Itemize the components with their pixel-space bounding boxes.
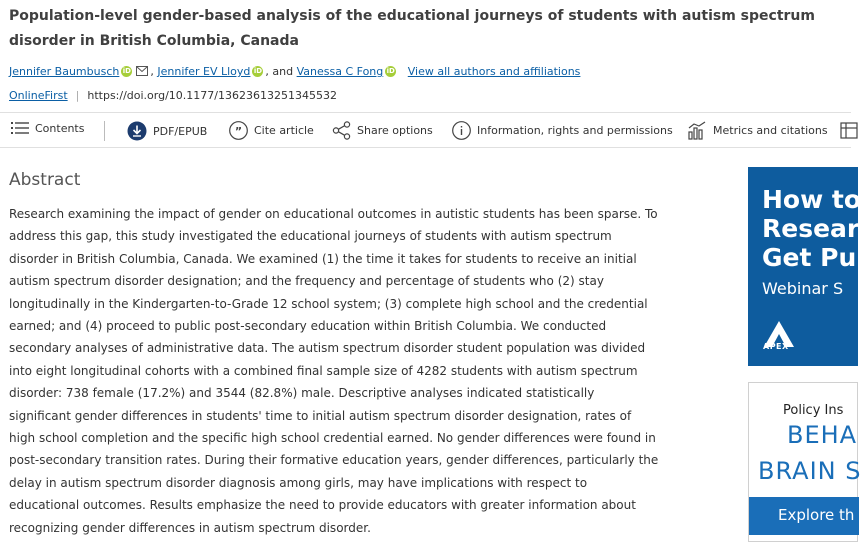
author-link-baumbusch[interactable]: Jennifer Baumbusch [9,65,120,78]
metrics-label: Metrics and citations [713,124,828,137]
bar-chart-icon [688,121,707,140]
metrics-button[interactable] [688,121,828,140]
policy-ad-line1: Policy Ins [783,403,844,418]
email-icon[interactable] [136,66,148,76]
svg-text:”: ” [234,125,243,138]
abstract-heading: Abstract [9,170,81,190]
information-button[interactable] [452,121,673,140]
table-icon [840,121,854,140]
online-first-link[interactable]: OnlineFirst [9,89,68,102]
orcid-icon[interactable]: iD [253,67,263,75]
author-and-separator: , and [265,65,297,78]
article-toolbar [0,112,851,148]
author-link-lloyd[interactable]: Jennifer EV Lloyd [157,65,251,78]
author-separator: , [150,65,158,78]
abstract-body: Research examining the impact of gender on educational outcomes in autistic students has been sparse. To address this gap, this study investigated the educational journeys of students with autism spectrum disorder in British Columbia, Canada. We examined (1) the time it takes for students to receive an initial autism spectrum disorder designation; and the frequency and percentage of students who (2) stay longitudinally in the Kindergarten-to-Grade 12 school system; (3) complete high school and the credential earned; and (4) proceed to public post-secondary education within British Columbia. We conducted secondary analyses of administrative data. The autism spectrum disorder student population was divided into eight longitudinal cohorts with a combined final sample size of 4282 students with autism spectrum disorder: 738 female (17.2%) and 3544 (82.8%) male. Descriptive analyses indicated statistically significant gender differences in students' time to initial autism spectrum disorder designation, rates of high school completion and the specific high school credential earned. No gender differences were found in post-secondary transition rates. During their formative education years, gender differences, particularly the delay in autism spectrum disorder diagnosis among girls, may have implications with respect to educational outcomes. Results emphasize the need to provide educators with greater information about recognizing gender differences in autism spectrum disorder. [9,207,659,535]
share-icon [332,121,351,140]
orcid-icon[interactable]: iD [386,67,395,75]
article-meta [9,89,337,102]
pdf-epub-button[interactable] [127,121,207,141]
orcid-icon[interactable]: iD [122,67,131,75]
policy-ad-line2: BEHA [787,421,858,449]
contents-button[interactable] [11,121,84,135]
view-all-authors-link[interactable]: View all authors and affiliations [407,65,581,78]
information-label: Information, rights and permissions [477,124,673,137]
webinar-headline: How to Resear Get Pu [762,185,861,272]
policy-advertisement[interactable] [748,382,861,542]
contents-label: Contents [35,121,85,135]
cite-article-label: Cite article [254,124,314,137]
table-icon-button[interactable] [840,121,860,140]
pdf-epub-label: PDF/EPUB [153,124,208,138]
download-icon [127,121,147,141]
webinar-subline: Webinar S [762,279,844,298]
share-options-button[interactable] [332,121,433,140]
info-icon [452,121,471,140]
author-list [9,65,580,78]
toolbar-divider [104,121,105,141]
explore-button[interactable]: Explore th [749,497,859,535]
list-icon [11,121,29,135]
meta-divider: | [75,89,80,102]
webinar-advertisement[interactable] [748,167,861,366]
policy-ad-line3: BRAIN S [758,457,861,485]
doi-text[interactable]: https://doi.org/10.1177/13623613251345532 [87,89,337,102]
quote-icon [229,121,248,140]
apex-logo-text: APEX [763,342,789,351]
share-options-label: Share options [357,124,433,137]
article-title: Population-level gender-based analysis of the educational journeys of students with autism spectrum disorder in British Columbia, Canada [9,8,815,49]
author-link-fong[interactable]: Vanessa C Fong [296,65,384,78]
cite-article-button[interactable] [229,121,314,140]
